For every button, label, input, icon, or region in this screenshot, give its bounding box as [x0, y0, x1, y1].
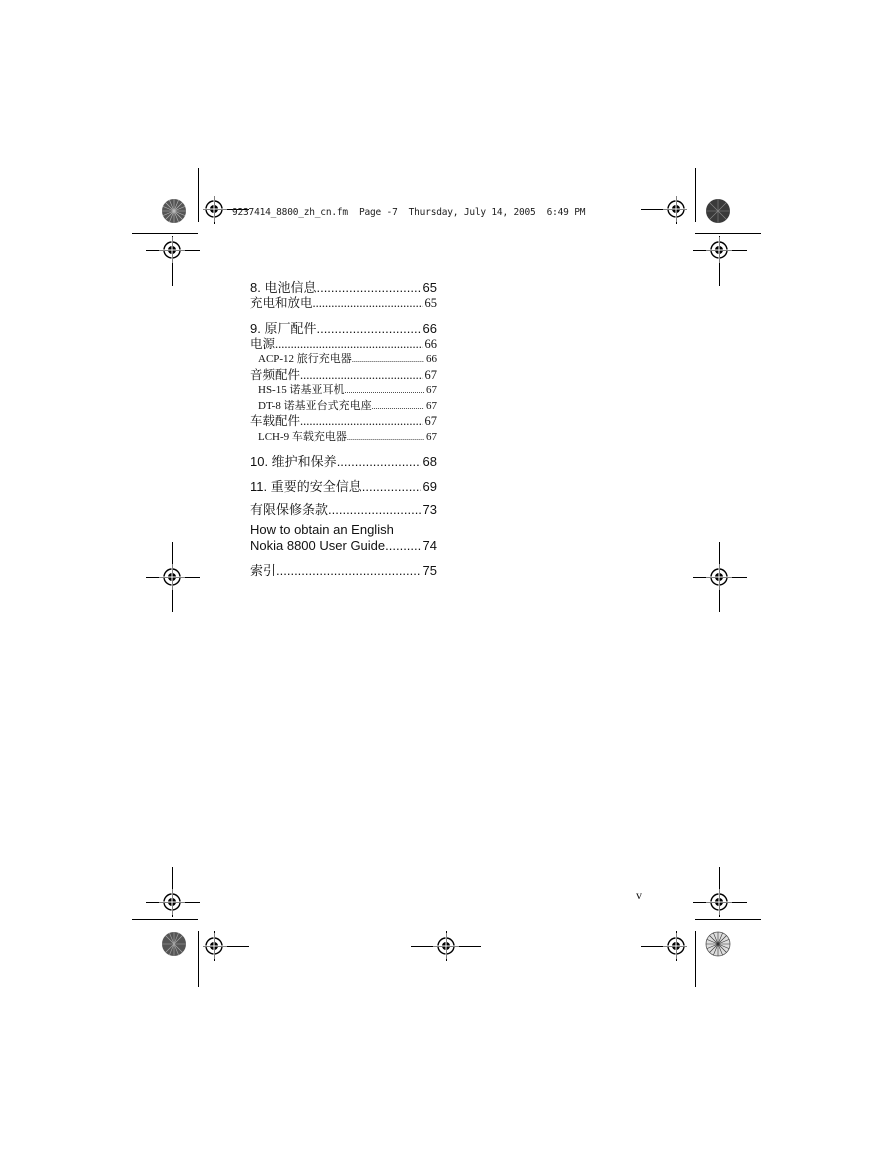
- toc-label: Nokia 8800 User Guide: [250, 538, 386, 553]
- registration-target-icon: [706, 237, 732, 263]
- registration-target-icon: [433, 933, 459, 959]
- toc-label: DT-8 诺基亚台式充电座: [258, 399, 372, 412]
- toc-page: 73: [422, 502, 437, 517]
- toc-leader: [300, 414, 422, 430]
- toc-subsection[interactable]: [250, 383, 437, 399]
- toc-section[interactable]: [250, 368, 437, 384]
- toc-label: HS-15 诺基亚耳机: [258, 384, 345, 396]
- toc-chapter[interactable]: [250, 280, 437, 296]
- toc-label: 充电和放电: [250, 296, 313, 310]
- page-number: v: [636, 888, 642, 902]
- toc-label: 9. 原厂配件: [250, 320, 317, 336]
- toc-label: 车载配件: [250, 414, 301, 428]
- toc-leader: [328, 502, 421, 518]
- registration-target-icon: [159, 889, 185, 915]
- toc-leader: [337, 454, 421, 470]
- toc-page: 66: [426, 353, 437, 365]
- toc-subsection[interactable]: [250, 399, 437, 415]
- toc-label: LCH-9 车载充电器: [258, 430, 347, 443]
- toc-subsection[interactable]: [250, 352, 437, 368]
- toc-leader: [362, 479, 421, 495]
- toc-label: 11. 重要的安全信息: [250, 479, 362, 494]
- toc-leader: [316, 321, 420, 337]
- toc-label: 10. 维护和保养: [250, 454, 337, 469]
- registration-target-icon: [706, 889, 732, 915]
- toc-leader: [385, 538, 420, 554]
- registration-target-icon: [201, 196, 227, 222]
- header-slug: 9237414_8800_zh_cn.fm Page -7 Thursday, July 14, 2005 6:49 PM: [232, 207, 586, 218]
- toc-chapter[interactable]: [250, 563, 437, 579]
- toc-section[interactable]: [250, 296, 437, 312]
- toc-page: 66: [422, 320, 437, 336]
- toc-leader: [344, 383, 424, 399]
- registration-target-icon: [663, 196, 689, 222]
- toc-page: 66: [424, 336, 437, 351]
- registration-target-icon: [706, 564, 732, 590]
- starburst-dark-icon: [705, 198, 731, 224]
- toc-page: 67: [426, 430, 437, 443]
- toc-page: 75: [422, 563, 437, 578]
- registration-target-icon: [159, 237, 185, 263]
- table-of-contents: [250, 280, 437, 579]
- toc-page: 74: [422, 538, 437, 553]
- toc-chapter[interactable]: [250, 538, 437, 554]
- toc-leader: [276, 563, 421, 579]
- toc-leader: [275, 337, 422, 353]
- toc-page: 65: [424, 296, 437, 310]
- toc-label: 索引: [250, 563, 277, 578]
- registration-target-icon: [159, 564, 185, 590]
- toc-chapter[interactable]: [250, 321, 437, 337]
- registration-target-icon: [201, 933, 227, 959]
- toc-leader: [300, 368, 422, 384]
- starburst-light-icon: [705, 931, 731, 957]
- toc-chapter[interactable]: [250, 502, 437, 518]
- toc-chapter[interactable]: [250, 454, 437, 470]
- starburst-dark-icon: [161, 931, 187, 957]
- toc-label: 电源: [250, 336, 276, 351]
- toc-leader: [313, 296, 423, 312]
- toc-page: 67: [424, 414, 437, 428]
- toc-page: 69: [422, 479, 437, 494]
- toc-subsection[interactable]: [250, 430, 437, 446]
- toc-label: 音频配件: [250, 367, 301, 382]
- toc-leader: [347, 430, 424, 446]
- toc-page: 67: [424, 367, 437, 382]
- toc-chapter[interactable]: [250, 479, 437, 495]
- toc-section[interactable]: [250, 337, 437, 353]
- starburst-dark-icon: [161, 198, 187, 224]
- toc-label[interactable]: How to obtain an English: [250, 522, 394, 537]
- toc-section[interactable]: [250, 414, 437, 430]
- toc-label: ACP-12 旅行充电器: [258, 353, 352, 365]
- registration-target-icon: [663, 933, 689, 959]
- toc-page: 65: [422, 280, 437, 295]
- toc-page: 67: [426, 384, 437, 396]
- toc-leader: [372, 399, 424, 415]
- toc-leader: [316, 280, 420, 296]
- toc-label: 8. 电池信息: [250, 280, 317, 295]
- toc-page: 67: [426, 399, 437, 412]
- toc-leader: [352, 352, 424, 368]
- toc-label: 有限保修条款: [250, 502, 329, 517]
- toc-page: 68: [422, 454, 437, 469]
